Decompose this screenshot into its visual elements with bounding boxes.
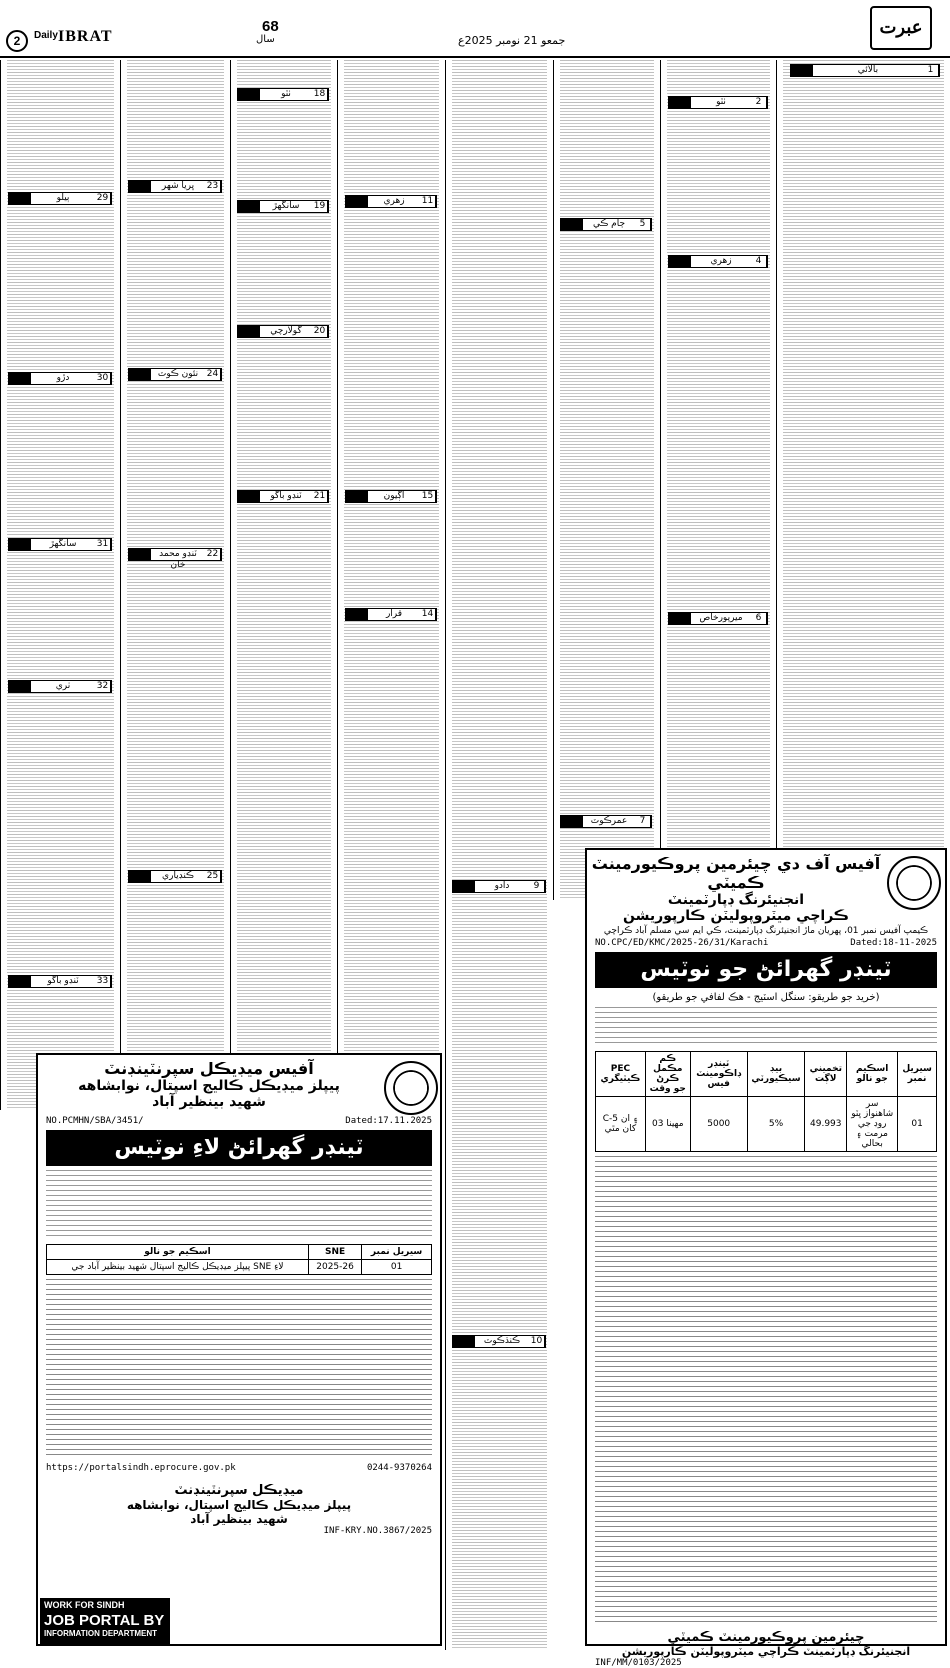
masthead	[0, 0, 950, 58]
table-cell: 2025-26	[308, 1260, 361, 1275]
kmc-tender-table	[595, 1051, 937, 1152]
kmc-ref-row	[587, 938, 945, 948]
table-header: SNE	[308, 1245, 361, 1260]
kmc-conditions-text	[595, 1156, 937, 1626]
daily-label: Daily	[34, 30, 58, 41]
kmc-office-line: آفيس آف دي چيئرمين پروڪيورمينٽ ڪميٽي	[591, 854, 881, 892]
table-header: ڪم مڪمل ڪرڻ جو وقت	[645, 1052, 690, 1097]
kmc-organization: ڪراچي ميٽروپوليٽن ڪارپوريشن	[623, 908, 849, 924]
kmc-signature-1: چيئرمين پروڪيورمينٽ ڪميٽي	[667, 1630, 865, 1645]
section-tag: زهري 4	[668, 255, 768, 268]
section-tag: ڪنڌڪوٽ 10	[452, 1335, 546, 1348]
paper-name: IBRAT	[58, 28, 113, 45]
table-header: اسڪيم جو نالو	[847, 1052, 898, 1097]
section-tag: ٽنڊو محمد خان 22	[128, 548, 222, 561]
kmc-tender-notice	[585, 848, 947, 1668]
kmc-subtitle: (خريد جو طريقو: سنگل اسٽيج - هڪ لفافي جو طريقو)	[652, 992, 880, 1003]
table-header: سيريل نمبر	[362, 1245, 432, 1260]
hospital-signature-2: پيپلز ميڊيڪل ڪاليج اسپتال، نوابشاهه	[126, 1498, 352, 1512]
section-tag: ڄام ڪي 5	[560, 218, 652, 231]
table-header: سيريل نمبر	[898, 1052, 937, 1097]
kmc-dated: Dated:18-11-2025	[850, 938, 937, 948]
table-row	[47, 1260, 432, 1275]
table-header: اسڪيم جو نالو	[47, 1245, 309, 1260]
hospital-title-3: شهيد بينظير آباد	[152, 1094, 266, 1110]
table-cell: 01	[898, 1097, 937, 1152]
hospital-title-2: پيپلز ميڊيڪل ڪاليج اسپتال، نوابشاهه	[78, 1078, 340, 1094]
section-tag: بالائي 1	[790, 64, 940, 77]
table-cell: C-5 ۽ ان کان مٿي	[596, 1097, 646, 1152]
kmc-intro-text	[595, 1007, 937, 1047]
hospital-signature-3: شهيد بينظير آباد	[190, 1512, 288, 1526]
section-tag: ٻيلو 29	[8, 192, 112, 205]
table-header: PEC ڪيٽيگري	[596, 1052, 646, 1097]
column-8	[0, 60, 120, 1110]
section-tag: قرار 14	[345, 608, 437, 621]
hospital-banner: ٽينڊر گهرائڻ لاءِ نوٽيس	[46, 1130, 432, 1166]
column-7	[120, 60, 230, 1110]
hospital-dated: Dated:17.11.2025	[345, 1116, 432, 1126]
section-tag: ٺري 32	[8, 680, 112, 693]
section-tag: اڳيون 15	[345, 490, 437, 503]
year-label: سال	[256, 34, 275, 45]
kmc-inf-no: INF/MM/0103/2025	[595, 1658, 682, 1668]
table-header-row	[47, 1245, 432, 1260]
section-tag: سانگهڙ 31	[8, 538, 112, 551]
hospital-seal-icon	[384, 1061, 438, 1115]
job-portal-line-3: INFORMATION DEPARTMENT	[44, 1629, 158, 1638]
date-line: جمعو 21 نومبر 2025ع	[458, 34, 566, 47]
column-4	[445, 60, 553, 1650]
table-cell: پيپلز ميڊيڪل ڪاليج اسپتال شهيد بينظير آباد جي SNE لاءِ	[47, 1260, 309, 1275]
kmc-ref-no: NO.CPC/ED/KMC/2025-26/31/Karachi	[595, 938, 769, 948]
job-portal-line-2: JOB PORTAL BY	[44, 1612, 165, 1629]
table-cell: 5000	[690, 1097, 747, 1152]
section-tag: گولارچي 20	[237, 325, 329, 338]
job-portal-badge	[40, 1598, 170, 1644]
hospital-portal-link[interactable]: https://portalsindh.eprocure.gov.pk	[46, 1463, 236, 1473]
section-tag: دادو 9	[452, 880, 546, 893]
table-row	[596, 1097, 937, 1152]
section-tag: عمرڪوٽ 7	[560, 815, 652, 828]
section-tag: ٽنڊو باگو 33	[8, 975, 112, 988]
table-cell: 01	[362, 1260, 432, 1275]
section-tag: ٺٽو 2	[668, 96, 768, 109]
section-tag: زهري 11	[345, 195, 437, 208]
section-tag: ڪنڊياري 25	[128, 870, 222, 883]
hospital-contact-row	[38, 1463, 440, 1473]
kmc-department: انجنيئرنگ ڊپارٽمينٽ	[667, 892, 805, 908]
job-portal-line-1: WORK FOR SINDH	[44, 1600, 125, 1610]
section-tag: ميرپورخاص 6	[668, 612, 768, 625]
hospital-conditions-text	[46, 1279, 432, 1459]
table-cell: 5%	[747, 1097, 805, 1152]
hospital-tender-notice	[36, 1053, 442, 1646]
table-header: ٽينڊر ڊاڪومينٽ فيس	[690, 1052, 747, 1097]
hospital-intro-text	[46, 1170, 432, 1240]
hospital-signature-1: ميڊيڪل سپرنٽينڊنٽ	[174, 1483, 304, 1498]
column-2	[660, 60, 776, 900]
section-tag: سانگهڙ 19	[237, 200, 329, 213]
table-cell: 03 مهينا	[645, 1097, 690, 1152]
table-cell: 49.993	[805, 1097, 847, 1152]
kmc-signature-2: انجنيئرنگ ڊپارٽمينٽ ڪراچي ميٽروپوليٽن ڪارپوريشن	[621, 1645, 911, 1658]
column-3	[553, 60, 660, 900]
newspaper-logo: عبرت	[870, 6, 932, 50]
section-tag: ٽنڊو باگو 21	[237, 490, 329, 503]
table-cell: سر شاهنواز ڀٽو روڊ جي مرمت ۽ بحالي	[847, 1097, 898, 1152]
section-tag: نئون ڪوٽ 24	[128, 368, 222, 381]
kmc-address: ڪيمپ آفيس نمبر 01، پهريان ماڙ انجنيئرنگ ڊپارٽمينٽ، ڪي ايم سي مسلم آباد ڪراچي	[603, 926, 929, 936]
section-tag: ٺٽو 18	[237, 88, 329, 101]
hospital-ref-no: NO.PCMHN/SBA/3451/	[46, 1116, 144, 1126]
column-6	[230, 60, 337, 1110]
column-1	[776, 60, 950, 900]
hospital-tender-table	[46, 1244, 432, 1275]
page-number: 2	[6, 30, 28, 52]
table-header: بيڊ سيڪيورٽي	[747, 1052, 805, 1097]
hospital-title-1: آفيس ميڊيڪل سپرنٽينڊنٽ	[104, 1059, 314, 1078]
year-number: 68	[262, 18, 279, 35]
section-tag: دڙو 30	[8, 372, 112, 385]
column-5	[337, 60, 445, 1110]
hospital-ref-row	[38, 1116, 440, 1126]
hospital-inf-no: INF-KRY.NO.3867/2025	[323, 1526, 432, 1536]
kmc-seal-icon	[887, 856, 941, 910]
section-tag: ڀريا شهر 23	[128, 180, 222, 193]
table-header-row	[596, 1052, 937, 1097]
hospital-phone: 0244-9370264	[366, 1463, 432, 1473]
kmc-banner: ٽينڊر گهرائڻ جو نوٽيس	[595, 952, 937, 988]
table-header: تخميني لاڳت	[805, 1052, 847, 1097]
